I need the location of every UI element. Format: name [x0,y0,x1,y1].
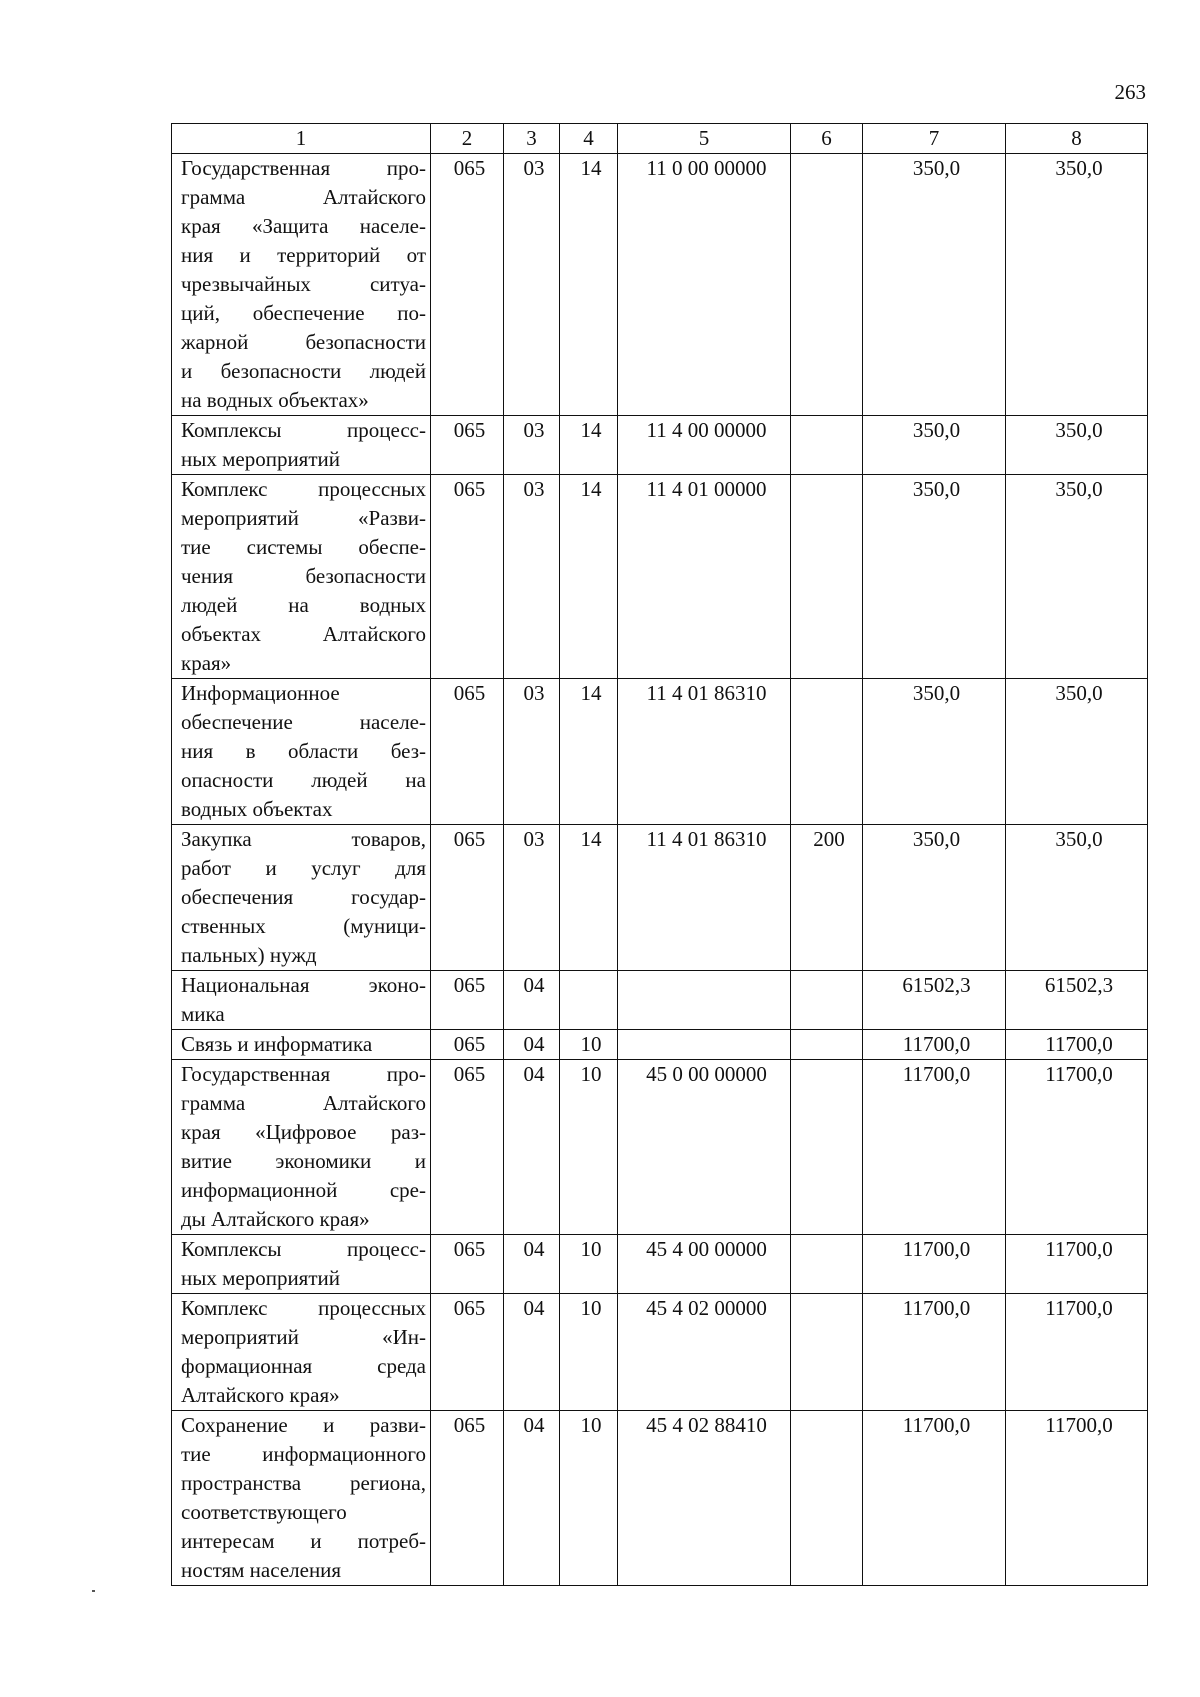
row-section-cell: 03 [504,416,560,475]
row-name-line: работ и услуг для [181,856,426,880]
row-amount-2-cell: 350,0 [1006,475,1148,679]
row-section-cell: 04 [504,1294,560,1411]
row-amount-2-cell: 350,0 [1006,416,1148,475]
row-target-code-cell: 11 4 00 00000 [618,416,791,475]
row-code-cell: 065 [431,154,504,416]
row-name-cell [172,1411,431,1586]
row-amount-1-cell: 350,0 [863,825,1006,971]
row-name-line: интересам и потреб- [181,1529,426,1553]
table-row [172,154,1148,416]
table-row [172,1060,1148,1235]
page-number: 263 [1114,80,1146,104]
row-name-cell [172,154,431,416]
row-name-line: жарной безопасности [181,330,426,354]
row-name-line: тие системы обеспе- [181,535,426,559]
row-name-line: соответствующего [181,1500,347,1524]
row-target-code-cell: 45 4 02 88410 [618,1411,791,1586]
row-name-cell [172,1235,431,1294]
table-row [172,475,1148,679]
row-name-cell [172,1060,431,1235]
table-row [172,416,1148,475]
row-amount-1-cell: 11700,0 [863,1235,1006,1294]
row-name-line: Государственная про- [181,1062,426,1086]
row-subsection-cell: 14 [560,825,618,971]
header-col-5: 5 [618,124,791,154]
row-code-cell: 065 [431,971,504,1030]
row-name-line: Комплекс процессных [181,1296,426,1320]
row-name-cell [172,475,431,679]
row-amount-1-cell: 350,0 [863,475,1006,679]
table-row [172,679,1148,825]
row-target-code-cell [618,1030,791,1060]
row-subsection-cell: 10 [560,1411,618,1586]
row-name-cell [172,825,431,971]
row-target-code-cell: 11 4 01 00000 [618,475,791,679]
table-row [172,971,1148,1030]
row-section-cell: 04 [504,1411,560,1586]
row-name-line: ций, обеспечение по- [181,301,426,325]
row-code-cell: 065 [431,825,504,971]
row-name-line: грамма Алтайского [181,1091,426,1115]
row-amount-1-cell: 61502,3 [863,971,1006,1030]
row-target-code-cell [618,971,791,1030]
row-target-code-cell: 45 4 00 00000 [618,1235,791,1294]
row-amount-1-cell: 11700,0 [863,1060,1006,1235]
row-expense-type-cell [791,475,863,679]
row-section-cell: 03 [504,679,560,825]
row-expense-type-cell [791,679,863,825]
row-code-cell: 065 [431,416,504,475]
row-name-line: формационная среда [181,1354,426,1378]
row-amount-1-cell: 11700,0 [863,1030,1006,1060]
row-target-code-cell: 45 4 02 00000 [618,1294,791,1411]
row-section-cell: 04 [504,971,560,1030]
row-target-code-cell: 11 4 01 86310 [618,825,791,971]
row-amount-2-cell: 11700,0 [1006,1294,1148,1411]
row-code-cell: 065 [431,1060,504,1235]
row-section-cell: 04 [504,1030,560,1060]
row-code-cell: 065 [431,1411,504,1586]
row-name-line: мероприятий «Ин- [181,1325,426,1349]
row-name-line: Национальная эконо- [181,973,426,997]
row-name-line: Комплексы процесс- [181,1237,426,1261]
row-name-line: пространства региона, [181,1471,426,1495]
row-name-cell [172,679,431,825]
row-name-line: опасности людей на [181,768,426,792]
row-name-cell [172,1294,431,1411]
row-name-line: обеспечение населе- [181,710,426,734]
row-name-line: Связь и информатика [181,1032,373,1056]
row-subsection-cell: 14 [560,679,618,825]
row-name-line: людей на водных [181,593,426,617]
row-name-line: ния в области без- [181,739,426,763]
row-subsection-cell: 14 [560,154,618,416]
row-expense-type-cell [791,971,863,1030]
row-name-line: мероприятий «Разви- [181,506,426,530]
table-row [172,1294,1148,1411]
table-row [172,825,1148,971]
header-col-8: 8 [1006,124,1148,154]
row-name-line: чения безопасности [181,564,426,588]
row-name-line: Алтайского края» [181,1383,340,1407]
table-row [172,1235,1148,1294]
header-col-7: 7 [863,124,1006,154]
row-code-cell: 065 [431,475,504,679]
row-name-line: и безопасности людей [181,359,426,383]
header-col-1: 1 [172,124,431,154]
row-name-line: ственных (муници- [181,914,426,938]
row-name-line: пальных) нужд [181,943,317,967]
row-name-line: Сохранение и разви- [181,1413,426,1437]
table-row [172,1411,1148,1586]
row-amount-2-cell: 350,0 [1006,154,1148,416]
row-code-cell: 065 [431,1030,504,1060]
row-name-line: обеспечения государ- [181,885,426,909]
row-name-line: Закупка товаров, [181,827,426,851]
row-code-cell: 065 [431,1235,504,1294]
row-name-line: края» [181,651,232,675]
row-name-cell [172,416,431,475]
row-amount-2-cell: 11700,0 [1006,1411,1148,1586]
row-amount-1-cell: 350,0 [863,679,1006,825]
header-col-2: 2 [431,124,504,154]
scan-dot [92,1590,95,1592]
table-body [172,154,1148,1586]
row-name-line: ды Алтайского края» [181,1207,370,1231]
row-name-cell [172,971,431,1030]
row-expense-type-cell [791,1411,863,1586]
row-target-code-cell: 45 0 00 00000 [618,1060,791,1235]
row-section-cell: 04 [504,1060,560,1235]
row-code-cell: 065 [431,1294,504,1411]
row-name-line: ных мероприятий [181,1266,340,1290]
row-expense-type-cell [791,1294,863,1411]
row-expense-type-cell [791,1235,863,1294]
budget-table [171,123,1148,1586]
row-name-line: грамма Алтайского [181,185,426,209]
row-name-line: на водных объектах» [181,388,369,412]
row-name-line: Комплексы процесс- [181,418,426,442]
row-amount-2-cell: 11700,0 [1006,1060,1148,1235]
row-amount-1-cell: 350,0 [863,154,1006,416]
row-expense-type-cell [791,1030,863,1060]
row-subsection-cell: 14 [560,475,618,679]
row-amount-2-cell: 350,0 [1006,679,1148,825]
row-subsection-cell [560,971,618,1030]
row-amount-2-cell: 350,0 [1006,825,1148,971]
row-expense-type-cell [791,416,863,475]
row-section-cell: 03 [504,825,560,971]
row-name-cell [172,1030,431,1060]
row-name-line: Комплекс процессных [181,477,426,501]
row-subsection-cell: 10 [560,1235,618,1294]
header-col-3: 3 [504,124,560,154]
row-subsection-cell: 10 [560,1294,618,1411]
row-name-line: тие информационного [181,1442,426,1466]
row-target-code-cell: 11 4 01 86310 [618,679,791,825]
row-section-cell: 04 [504,1235,560,1294]
row-name-line: ных мероприятий [181,447,340,471]
row-subsection-cell: 10 [560,1060,618,1235]
row-name-line: витие экономики и [181,1149,426,1173]
row-name-line: водных объектах [181,797,333,821]
row-section-cell: 03 [504,475,560,679]
row-name-line: края «Цифровое раз- [181,1120,426,1144]
row-name-line: края «Защита населе- [181,214,426,238]
row-expense-type-cell: 200 [791,825,863,971]
row-amount-2-cell: 11700,0 [1006,1235,1148,1294]
row-target-code-cell: 11 0 00 00000 [618,154,791,416]
row-subsection-cell: 10 [560,1030,618,1060]
row-name-line: Государственная про- [181,156,426,180]
row-code-cell: 065 [431,679,504,825]
row-name-line: информационной сре- [181,1178,426,1202]
row-section-cell: 03 [504,154,560,416]
row-expense-type-cell [791,1060,863,1235]
row-name-line: объектах Алтайского [181,622,426,646]
row-amount-1-cell: 11700,0 [863,1411,1006,1586]
row-name-line: мика [181,1002,225,1026]
row-name-line: Информационное [181,681,340,705]
row-expense-type-cell [791,154,863,416]
header-col-4: 4 [560,124,618,154]
row-amount-2-cell: 11700,0 [1006,1030,1148,1060]
row-subsection-cell: 14 [560,416,618,475]
row-name-line: ностям населения [181,1558,342,1582]
table-row [172,1030,1148,1060]
header-row [172,124,1148,154]
row-amount-2-cell: 61502,3 [1006,971,1148,1030]
header-col-6: 6 [791,124,863,154]
row-name-line: чрезвычайных ситуа- [181,272,426,296]
row-name-line: ния и территорий от [181,243,426,267]
row-amount-1-cell: 11700,0 [863,1294,1006,1411]
row-amount-1-cell: 350,0 [863,416,1006,475]
